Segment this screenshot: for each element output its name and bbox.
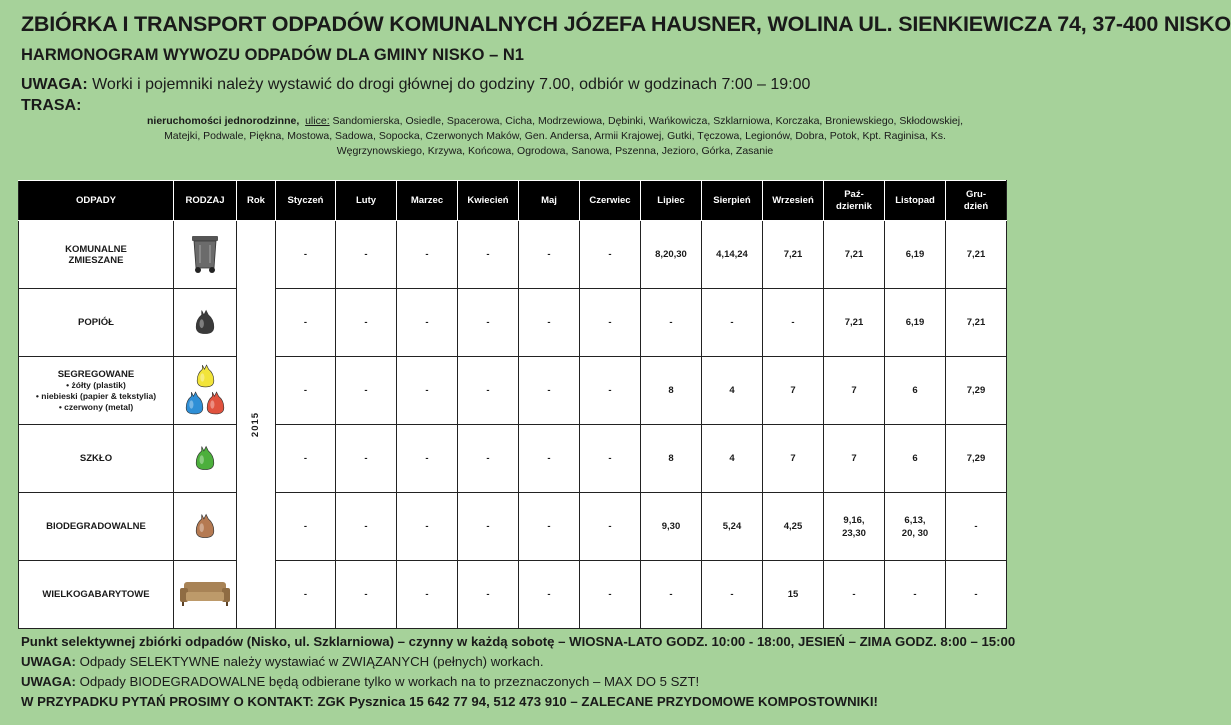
waste-type-cell: [19, 289, 174, 357]
pickup-dates: -: [425, 453, 429, 464]
pickup-dates: -: [303, 589, 308, 600]
pickup-dates: -: [608, 589, 612, 600]
schedule-cell: [519, 425, 580, 493]
pickup-dates: -: [669, 317, 673, 328]
schedule-cell: [946, 425, 1007, 493]
pickup-dates: -: [608, 521, 612, 532]
waste-type-cell: [19, 357, 174, 425]
table-header-row: [19, 181, 1007, 221]
schedule-cell: [763, 289, 824, 357]
footer-note-label: UWAGA:: [21, 674, 76, 689]
route-streets-label: ulice:: [305, 115, 330, 127]
pickup-dates: 7,29: [966, 453, 986, 464]
schedule-cell: [702, 221, 763, 289]
route-label: TRASA:: [21, 97, 82, 114]
waste-type-name: WIELKOGABARYTOWE: [42, 589, 150, 600]
schedule-cell: [276, 357, 336, 425]
pickup-dates: -: [486, 521, 490, 532]
schedule-cell: [336, 221, 397, 289]
waste-type-cell: [19, 425, 174, 493]
pickup-dates: 6,19: [905, 249, 925, 260]
pickup-dates: 4: [729, 385, 735, 396]
table-row: [19, 357, 1007, 425]
header-month: Czerwiec: [580, 181, 641, 221]
footer-note-text: Odpady SELEKTYWNE należy wystawiać w ZWIĄZANYCH (pełnych) workach.: [75, 654, 544, 669]
pickup-dates: 6: [912, 453, 918, 464]
header-year: Rok: [237, 181, 276, 221]
waste-type-name: POPIÓŁ: [78, 317, 114, 328]
schedule-cell: [336, 357, 397, 425]
schedule-cell: [763, 221, 824, 289]
pickup-dates: -: [425, 589, 429, 600]
pickup-dates: -: [303, 453, 308, 464]
route-type: nieruchomości jednorodzinne,: [146, 115, 300, 127]
footer-contact: W PRZYPADKU PYTAŃ PROSIMY O KONTAKT: ZGK Pysznica 15 642 77 94, 512 473 910 – ZALECANE PRZYDOMOWE KOMPOSTOWNIKI!: [21, 694, 878, 709]
pickup-dates: -: [608, 249, 612, 260]
schedule-cell: [397, 221, 458, 289]
brown-bag-icon: [174, 493, 237, 561]
schedule-cell: [946, 289, 1007, 357]
pickup-dates: 8: [668, 453, 674, 464]
grey-bin-icon: [174, 221, 237, 289]
table-row: [19, 425, 1007, 493]
pickup-dates: -: [303, 249, 308, 260]
pickup-dates: 5,24: [722, 521, 742, 532]
pickup-dates: -: [730, 589, 734, 600]
year-cell: [237, 221, 276, 629]
footer-collection-point: Punkt selektywnej zbiórki odpadów (Nisko, ul. Szklarniowa) – czynny w każdą sobotę – WIOSNA-LATO GODZ. 10:00 - 18:00, JESIEŃ – ZIMA GODZ. 8:00 – 15:00: [21, 634, 1016, 649]
schedule-cell: [885, 561, 946, 629]
schedule-cell: [946, 561, 1007, 629]
pickup-dates: 9,30: [661, 521, 681, 532]
schedule-cell: [641, 221, 702, 289]
footer-note-label: UWAGA:: [21, 654, 76, 669]
pickup-dates: 7,21: [966, 317, 986, 328]
schedule-cell: [824, 357, 885, 425]
pickup-dates: -: [364, 317, 368, 328]
waste-type-cell: [19, 493, 174, 561]
pickup-dates: -: [364, 385, 368, 396]
schedule-cell: [641, 561, 702, 629]
schedule-cell: [641, 493, 702, 561]
pickup-dates: -: [547, 317, 551, 328]
schedule-cell: [702, 493, 763, 561]
pickup-dates: 7,21: [844, 249, 864, 260]
schedule-cell: [763, 561, 824, 629]
pickup-dates: -: [303, 317, 308, 328]
pickup-dates: -: [425, 521, 429, 532]
schedule-cell: [458, 493, 519, 561]
route-streets: Sandomierska, Osiedle, Spacerowa, Cicha, Modrzewiowa, Dębinki, Wańkowicza, Szklarniowa, Korczaka, Broniewskiego, Skłodowskiej, Matejki, Podwale, Piękna, Mostowa, Sadowa, Sopocka, Czerwonych Maków, Gen. Andersa, Armii Krajowej, Gutki, Tęczowa, Legionów, Dobra, Potok, Kpt. Raginisa, Ks. Węgrzynowskiego, Krzywa, Końcowa, Ogrodowa, Sanowa, Pszenna, Jezioro, Górka, Zasanie: [164, 115, 963, 157]
schedule-cell: [763, 357, 824, 425]
schedule-cell: [336, 425, 397, 493]
pickup-dates: 7: [790, 453, 796, 464]
table-row: [19, 221, 1007, 289]
waste-type-cell: [19, 221, 174, 289]
pickup-dates: -: [547, 521, 551, 532]
schedule-cell: [397, 357, 458, 425]
pickup-dates: -: [303, 521, 308, 532]
pickup-dates: 7: [790, 385, 796, 396]
pickup-dates: -: [547, 589, 551, 600]
table-row: [19, 493, 1007, 561]
schedule-cell: [641, 357, 702, 425]
header-month: Gru- dzień: [946, 181, 1007, 221]
header-kind: RODZAJ: [174, 181, 237, 221]
pickup-dates: -: [852, 589, 856, 600]
schedule-cell: [702, 357, 763, 425]
header-month: Paź- dziernik: [824, 181, 885, 221]
black-bag-icon: [174, 289, 237, 357]
green-bag-icon: [174, 425, 237, 493]
pickup-dates: -: [486, 453, 490, 464]
pickup-dates: -: [547, 453, 551, 464]
pickup-dates: -: [608, 385, 612, 396]
header-waste: ODPADY: [19, 181, 174, 221]
schedule-cell: [276, 561, 336, 629]
schedule-cell: [702, 289, 763, 357]
pickup-dates: -: [791, 317, 795, 328]
table-row: [19, 561, 1007, 629]
schedule-cell: [885, 357, 946, 425]
sofa-icon: [174, 561, 237, 629]
pickup-dates: -: [974, 589, 978, 600]
schedule-cell: [702, 425, 763, 493]
schedule-cell: [458, 221, 519, 289]
pickup-dates: 7: [851, 385, 857, 396]
footer-note-text: Odpady BIODEGRADOWALNE będą odbierane tylko w workach na to przeznaczonych – MAX DO 5 SZT!: [75, 674, 700, 689]
pickup-dates: -: [364, 521, 368, 532]
pickup-dates: -: [364, 453, 368, 464]
schedule-cell: [824, 289, 885, 357]
footer-note-bio: [21, 672, 1011, 692]
schedule-cell: [885, 289, 946, 357]
schedule-subtitle: HARMONOGRAM WYWOZU ODPADÓW DLA GMINY NISKO – N1: [21, 46, 524, 64]
schedule-cell: [336, 289, 397, 357]
pickup-dates: -: [486, 589, 490, 600]
schedule-cell: [824, 493, 885, 561]
schedule-cell: [458, 561, 519, 629]
schedule-cell: [276, 493, 336, 561]
schedule-cell: [580, 221, 641, 289]
pickup-dates: 6,19: [905, 317, 925, 328]
route-description: [140, 114, 970, 159]
schedule-cell: [824, 425, 885, 493]
schedule-cell: [397, 425, 458, 493]
schedule-cell: [885, 221, 946, 289]
pickup-dates: 4,25: [783, 521, 803, 532]
pickup-dates: 7,21: [844, 317, 864, 328]
pickup-dates: -: [913, 589, 917, 600]
pickup-dates: -: [425, 317, 429, 328]
schedule-cell: [519, 221, 580, 289]
schedule-cell: [276, 289, 336, 357]
pickup-dates: 6,13, 20, 30: [901, 514, 929, 539]
header-month: Wrzesień: [763, 181, 824, 221]
schedule-cell: [458, 357, 519, 425]
schedule-cell: [580, 561, 641, 629]
header-month: Sierpień: [702, 181, 763, 221]
header-month: Styczeń: [276, 181, 336, 221]
pickup-dates: 8,20,30: [655, 249, 687, 260]
pickup-note: [21, 76, 810, 94]
schedule-cell: [824, 561, 885, 629]
footer-note-selective: [21, 652, 1011, 672]
pickup-dates: -: [608, 453, 612, 464]
schedule-cell: [276, 425, 336, 493]
pickup-dates: -: [730, 317, 734, 328]
footer-info: [21, 632, 1016, 712]
schedule-cell: [336, 493, 397, 561]
pickup-dates: -: [425, 249, 429, 260]
schedule-cell: [519, 493, 580, 561]
header-month: Lipiec: [641, 181, 702, 221]
header-month: Luty: [336, 181, 397, 221]
schedule-cell: [519, 561, 580, 629]
pickup-dates: -: [669, 589, 673, 600]
pickup-dates: 7: [851, 453, 857, 464]
pickup-dates: 7,21: [783, 249, 803, 260]
schedule-cell: [885, 425, 946, 493]
schedule-cell: [519, 357, 580, 425]
pickup-dates: -: [486, 385, 490, 396]
schedule-cell: [824, 221, 885, 289]
pickup-dates: 6: [912, 385, 918, 396]
schedule-cell: [946, 221, 1007, 289]
waste-type-name: SZKŁO: [79, 453, 113, 464]
pickup-dates: -: [486, 317, 490, 328]
schedule-cell: [397, 493, 458, 561]
header-month: Kwiecień: [458, 181, 519, 221]
table-row: [19, 289, 1007, 357]
schedule-cell: [641, 425, 702, 493]
schedule-cell: [458, 425, 519, 493]
schedule-cell: [397, 289, 458, 357]
pickup-dates: 7,21: [966, 249, 986, 260]
year-label: 2015: [250, 411, 262, 438]
pickup-dates: -: [303, 385, 308, 396]
schedule-cell: [763, 425, 824, 493]
page-title: ZBIÓRKA I TRANSPORT ODPADÓW KOMUNALNYCH JÓZEFA HAUSNER, WOLINA UL. SIENKIEWICZA 74, 37-400 NISKO: [21, 12, 1231, 36]
pickup-dates: -: [547, 385, 551, 396]
schedule-cell: [519, 289, 580, 357]
pickup-dates: -: [425, 385, 429, 396]
schedule-cell: [946, 357, 1007, 425]
pickup-dates: 8: [668, 385, 674, 396]
schedule-cell: [580, 289, 641, 357]
waste-type-details: • żółty (plastik) • niebieski (papier & tekstylia) • czerwony (metal): [35, 379, 157, 412]
pickup-dates: -: [364, 249, 368, 260]
pickup-dates: -: [974, 521, 978, 532]
header-month: Listopad: [885, 181, 946, 221]
header-month: Marzec: [397, 181, 458, 221]
pickup-dates: 15: [787, 589, 799, 600]
pickup-dates: -: [364, 589, 368, 600]
schedule-cell: [885, 493, 946, 561]
note-label: UWAGA:: [21, 76, 88, 93]
schedule-cell: [276, 221, 336, 289]
schedule-cell: [580, 357, 641, 425]
note-text: Worki i pojemniki należy wystawić do drogi głównej do godziny 7.00, odbiór w godzinach 7:00 – 19:00: [87, 76, 811, 93]
pickup-dates: -: [547, 249, 551, 260]
schedule-cell: [763, 493, 824, 561]
collection-schedule-table: [18, 180, 1007, 629]
waste-type-name: SEGREGOWANE: [57, 368, 135, 380]
schedule-cell: [580, 493, 641, 561]
pickup-dates: 9,16, 23,30: [842, 514, 866, 539]
schedule-cell: [702, 561, 763, 629]
header-month: Maj: [519, 181, 580, 221]
schedule-cell: [641, 289, 702, 357]
pickup-dates: 7,29: [966, 385, 986, 396]
schedule-cell: [458, 289, 519, 357]
pickup-dates: 4,14,24: [716, 249, 748, 260]
schedule-cell: [946, 493, 1007, 561]
schedule-cell: [397, 561, 458, 629]
color-bags-icon: [174, 357, 237, 425]
waste-type-cell: [19, 561, 174, 629]
pickup-dates: -: [486, 249, 490, 260]
schedule-cell: [580, 425, 641, 493]
waste-type-name: BIODEGRADOWALNE: [46, 521, 146, 532]
pickup-dates: 4: [729, 453, 735, 464]
waste-type-name: KOMUNALNE ZMIESZANE: [65, 243, 127, 266]
schedule-cell: [336, 561, 397, 629]
pickup-dates: -: [608, 317, 612, 328]
